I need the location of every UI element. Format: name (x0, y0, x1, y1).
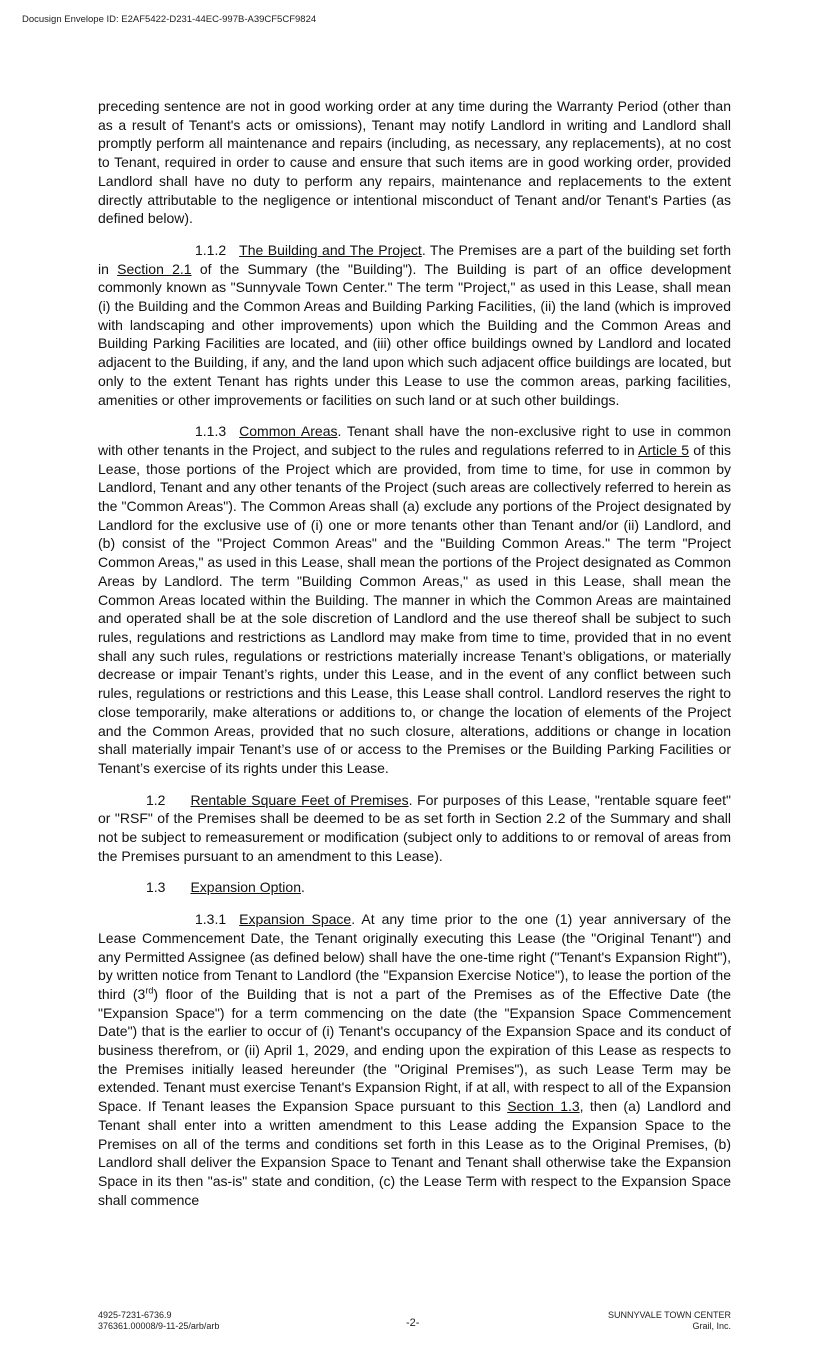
section-text: . For purposes of this Lease, "rentable square feet" or "RSF" of the Premises shall be deemed to be as set forth in Section 2.2 of the Summary and shall not be subject to remeasurement or modification (subject only to additions to or removal of areas from the Premises pursuant to an amendment to this Lease). (98, 791, 731, 864)
section-number: 1.1.3 (195, 423, 227, 440)
cross-reference: Section 2.1 (117, 260, 192, 277)
section-text: . Tenant shall have the non-exclusive right to use in common with other tenants in the Project, and subject to the rules and regulations referred to in (98, 423, 732, 458)
section-1-2 (98, 791, 731, 866)
section-text: of this Lease, those portions of the Project which are provided, from time to time, for use in common by Landlord, Tenant and any other tenants of the Project (such areas are collectively referred to herein as the "Common Areas"). The Common Areas shall (a) exclude any portions of the Project designated by Landlord for the exclusive use of (i) one or more tenants other than Tenant and/or (ii) Landlord, and (b) consist of the "Project Common Areas" and the "Building Common Areas." The term "Project Common Areas," as used in this Lease, shall mean the portions of the Project designated as Common Areas by Landlord. The term "Building Common Areas," as used in this Lease, shall mean the Common Areas located within the Building. The manner in which the Common Areas are maintained and operated shall be at the sole discretion of Landlord and the use thereof shall be subject to such rules, regulations and restrictions as Landlord may make from time to time, provided that in no event shall any such rules, regulations or restrictions materially increase Tenant’s obligations, or materially decrease or impair Tenant’s rights, under this Lease, and in the event of any conflict between such rules, regulations or restrictions and this Lease, this Lease shall control. Landlord reserves the right to close temporarily, make alterations or additions to, or change the location of elements of the Project and the Common Areas, provided that no such closure, alterations, additions or change in location shall materially impair Tenant’s use of or access to the Premises or the Building Parking Facilities or Tenant’s exercise of its rights under this Lease. (98, 441, 731, 776)
section-text: , then (a) Landlord and Tenant shall enter into a written amendment to this Lease adding the Expansion Space to the Premises on all of the terms and conditions set forth in this Lease as to the Original Premises, (b) Landlord shall deliver the Expansion Space to Tenant and Tenant shall otherwise take the Expansion Space in its then "as-is" state and condition, (c) the Lease Term with respect to the Expansion Space shall commence (98, 1098, 731, 1208)
section-title: Expansion Space (239, 911, 352, 928)
cross-reference: Section 1.3 (507, 1098, 580, 1115)
section-text: . (301, 879, 305, 896)
paragraph-continuation: preceding sentence are not in good working order at any time during the Warranty Period (other than as a result of Tenant's acts or omissions), Tenant may notify Landlord in writing and Landlord shall promptly perform all maintenance and repairs (including, as necessary, any replacements), at no cost to Tenant, required in order to cause and ensure that such items are in good working order, provided Landlord shall have no duty to perform any repairs, maintenance and replacements to the extent directly attributable to the negligence or intentional misconduct of Tenant and/or Tenant's Parties (as defined below). (98, 98, 731, 227)
section-number: 1.3 (146, 879, 166, 896)
cross-reference: Article 5 (638, 441, 690, 458)
section-text: . The Premises are a part of the building set forth in (98, 241, 731, 277)
section-title: Expansion Option (190, 879, 301, 896)
footer-doc-number: 4925-7231-6736.9 (98, 1310, 172, 1320)
section-title: The Building and The Project (239, 241, 422, 258)
section-number: 1.3.1 (195, 911, 227, 928)
section-title: Common Areas (239, 423, 338, 440)
document-body (98, 97, 731, 1222)
section-text: of the Summary (the "Building"). The Building is part of an office development commonly known as "Sunnyvale Town Center." The term "Project," as used in this Lease, shall mean (i) the Building and the Common Areas and Building Parking Facilities, (ii) the land (which is improved with landscaping and other improvements) upon which the Building and the Common Areas and Building Parking Facilities are located, and (iii) other office buildings owned by Landlord and located adjacent to the Building, if any, and the land upon which such adjacent office buildings are located, but only to the extent Tenant has rights under this Lease to use the common areas, parking facilities, amenities or other improvements or facilities on such land or at such other buildings. (98, 260, 731, 408)
footer-doc-path: 376361.00008/9-11-25/arb/arb (98, 1320, 220, 1331)
superscript: rd (145, 985, 154, 996)
section-text: . At any time prior to the one (1) year anniversary of the Lease Commencement Date, the Tenant originally executing this Lease (the "Original Tenant") and any Permitted Assignee (as defined below) shall have the one-time right ("Tenant's Expansion Right"), by written notice from Tenant to Landlord (the "Expansion Exercise Notice"), to lease the portion of the third (3 (98, 911, 731, 1002)
section-1-3-1 (98, 910, 731, 1209)
footer-property (608, 1310, 731, 1331)
section-1-1-3 (98, 422, 731, 777)
section-1-3 (98, 878, 731, 897)
section-title: Rentable Square Feet of Premises (190, 791, 409, 808)
footer-tenant-name: Grail, Inc. (692, 1320, 731, 1331)
section-number: 1.1.2 (195, 241, 227, 258)
docusign-envelope-id: Docusign Envelope ID: E2AF5422-D231-44EC-997B-A39CF5CF9824 (22, 14, 317, 25)
page-number: -2- (406, 1317, 420, 1329)
footer-property-name: SUNNYVALE TOWN CENTER (607, 1310, 731, 1320)
footer-doc-id (98, 1310, 219, 1331)
section-text: ) floor of the Building that is not a part of the Premises as of the Effective Date (the "Expansion Space") for a term commencing on the date (the "Expansion Space Commencement Date") that is the earlier to occur of (i) Tenant's occupancy of the Expansion Space and its conduct of business therefrom, or (ii) April 1, 2029, and ending upon the expiration of this Lease as respects to the Premises initially leased hereunder (the "Original Premises"), as such Lease Term may be extended. Tenant must exercise Tenant's Expansion Right, if at all, with respect to all of the Expansion Space. If Tenant leases the Expansion Space pursuant to this (98, 985, 732, 1115)
section-number: 1.2 (146, 791, 166, 808)
section-1-1-2 (98, 241, 731, 409)
